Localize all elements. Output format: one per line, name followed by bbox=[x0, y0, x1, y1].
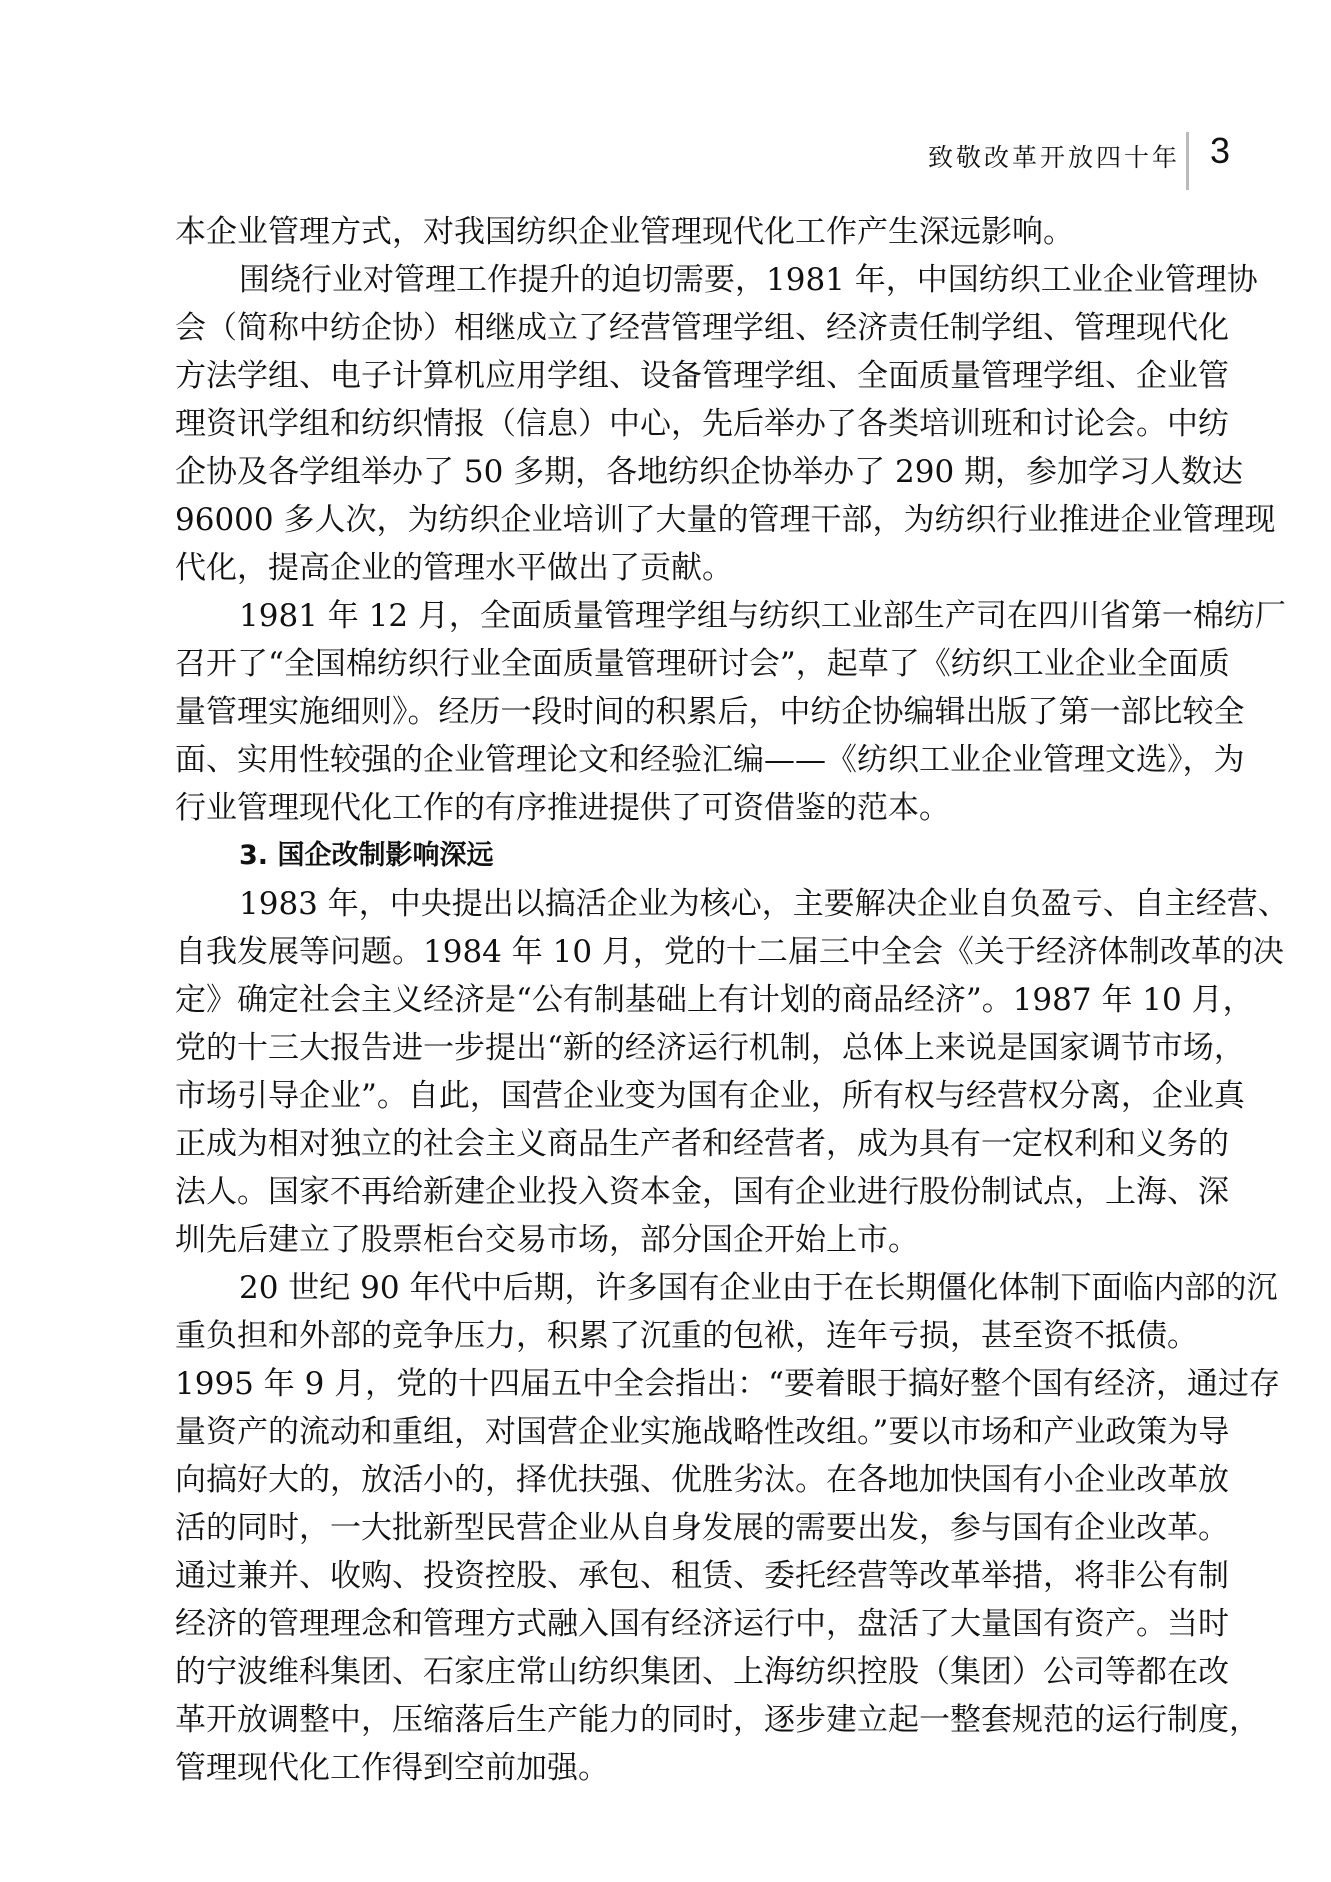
text-line: 量管理实施细则》。经历一段时间的积累后，中纺企协编辑出版了第一部比较全 bbox=[175, 694, 1245, 730]
text-line: 企协及各学组举办了 50 多期，各地纺织企协举办了 290 期，参加学习人数达 bbox=[175, 454, 1244, 490]
paragraph bbox=[175, 592, 1286, 832]
text-line: 本企业管理方式，对我国纺织企业管理现代化工作产生深远影响。 bbox=[175, 214, 1074, 250]
text-line: 代化，提高企业的管理水平做出了贡献。 bbox=[175, 550, 733, 586]
text-line: 量资产的流动和重组，对国营企业实施战略性改组。”要以市场和产业政策为导 bbox=[175, 1414, 1230, 1450]
text-line: 理资讯学组和纺织情报（信息）中心，先后举办了各类培训班和讨论会。中纺 bbox=[175, 406, 1229, 442]
text-line: 方法学组、电子计算机应用学组、设备管理学组、全面质量管理学组、企业管 bbox=[175, 358, 1229, 394]
paragraph bbox=[175, 880, 1289, 1264]
text-line: 的宁波维科集团、石家庄常山纺织集团、上海纺织控股（集团）公司等都在改 bbox=[175, 1654, 1229, 1690]
body-text bbox=[175, 208, 1289, 1792]
text-line: 通过兼并、收购、投资控股、承包、租赁、委托经营等改革举措，将非公有制 bbox=[175, 1558, 1229, 1594]
text-line: 向搞好大的，放活小的，择优扶强、优胜劣汰。在各地加快国有小企业改革放 bbox=[175, 1462, 1229, 1498]
text-line: 面、实用性较强的企业管理论文和经验汇编——《纺织工业企业管理文选》，为 bbox=[175, 742, 1245, 778]
text-line: 革开放调整中，压缩落后生产能力的同时，逐步建立起一整套规范的运行制度， bbox=[175, 1702, 1260, 1738]
text-line: 围绕行业对管理工作提升的迫切需要，1981 年，中国纺织工业企业管理协 bbox=[239, 262, 1258, 298]
text-line: 20 世纪 90 年代中后期，许多国有企业由于在长期僵化体制下面临内部的沉 bbox=[239, 1270, 1278, 1306]
paragraph bbox=[175, 256, 1276, 592]
text-line: 法人。国家不再给新建企业投入资本金，国有企业进行股份制试点，上海、深 bbox=[175, 1174, 1229, 1210]
running-title: 致敬改革开放四十年 bbox=[927, 143, 1180, 172]
text-line: 市场引导企业”。自此，国营企业变为国有企业，所有权与经营权分离，企业真 bbox=[175, 1078, 1245, 1114]
header-divider bbox=[1186, 132, 1189, 190]
text-line: 管理现代化工作得到空前加强。 bbox=[175, 1750, 609, 1786]
text-line: 1995 年 9 月，党的十四届五中全会指出：“要着眼于搞好整个国有经济，通过存 bbox=[175, 1366, 1281, 1402]
paragraph bbox=[175, 208, 1190, 256]
text-line: 行业管理现代化工作的有序推进提供了可资借鉴的范本。 bbox=[175, 790, 950, 826]
text-line: 经济的管理理念和管理方式融入国有经济运行中，盘活了大量国有资产。当时 bbox=[175, 1606, 1229, 1642]
section-heading bbox=[175, 832, 1190, 880]
text-line: 会（简称中纺企协）相继成立了经营管理学组、经济责任制学组、管理现代化 bbox=[175, 310, 1229, 346]
text-line: 活的同时，一大批新型民营企业从自身发展的需要出发，参与国有企业改革。 bbox=[175, 1510, 1229, 1546]
text-line: 3. 国企改制影响深远 bbox=[239, 840, 494, 871]
text-line: 96000 多人次，为纺织企业培训了大量的管理干部，为纺织行业推进企业管理现 bbox=[175, 502, 1276, 538]
text-line: 重负担和外部的竞争压力，积累了沉重的包袱，连年亏损，甚至资不抵债。 bbox=[175, 1318, 1198, 1354]
text-line: 1983 年，中央提出以搞活企业为核心，主要解决企业自负盈亏、自主经营、 bbox=[239, 886, 1289, 922]
text-line: 圳先后建立了股票柜台交易市场，部分国企开始上市。 bbox=[175, 1222, 919, 1258]
text-line: 党的十三大报告进一步提出“新的经济运行机制，总体上来说是国家调节市场， bbox=[175, 1030, 1245, 1066]
text-line: 正成为相对独立的社会主义商品生产者和经营者，成为具有一定权利和义务的 bbox=[175, 1126, 1229, 1162]
text-line: 1981 年 12 月，全面质量管理学组与纺织工业部生产司在四川省第一棉纺厂 bbox=[239, 598, 1286, 634]
text-line: 召开了“全国棉纺织行业全面质量管理研讨会”，起草了《纺织工业企业全面质 bbox=[175, 646, 1230, 682]
paragraph bbox=[175, 1264, 1281, 1792]
page-number: 3 bbox=[1210, 130, 1231, 171]
text-line: 定》确定社会主义经济是“公有制基础上有计划的商品经济”。1987 年 10 月， bbox=[175, 982, 1254, 1018]
text-line: 自我发展等问题。1984 年 10 月，党的十二届三中全会《关于经济体制改革的决 bbox=[175, 934, 1284, 970]
